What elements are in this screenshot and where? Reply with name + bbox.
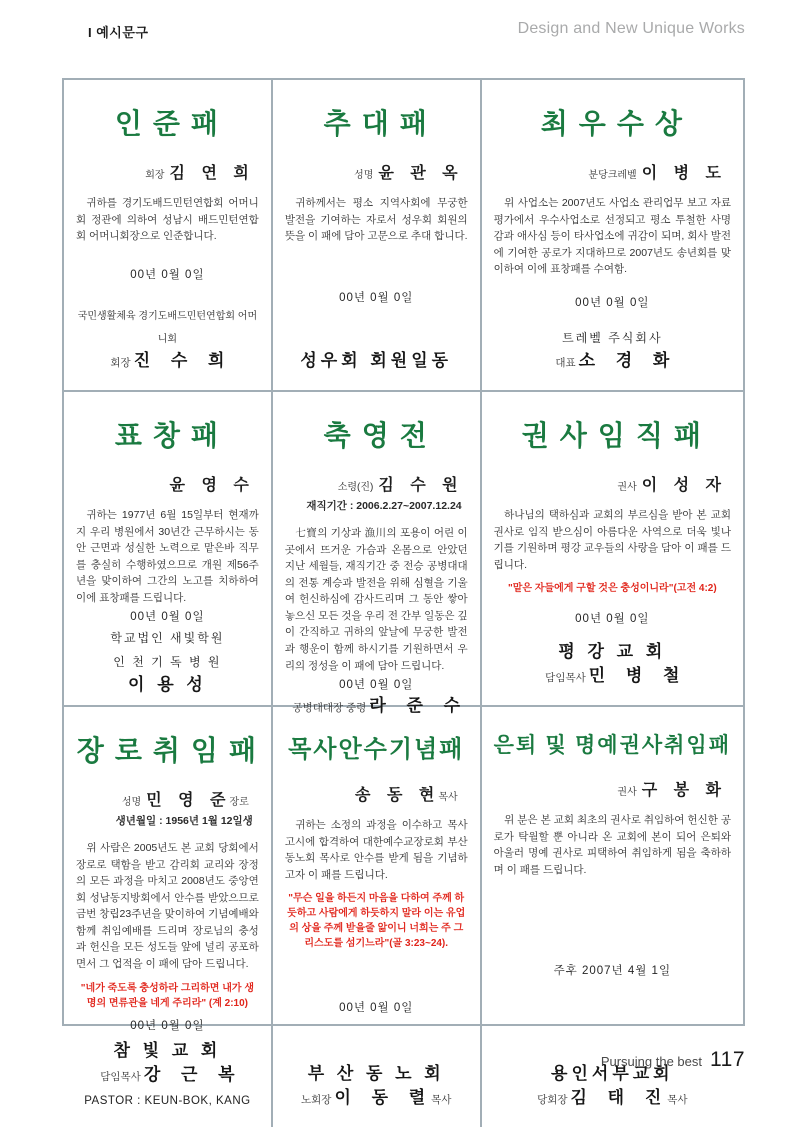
issuer-role: 대표 bbox=[555, 357, 576, 370]
recipient-title: 회장 bbox=[145, 170, 165, 181]
date-line: 00년 0월 0일 bbox=[130, 268, 205, 281]
date-line: 00년 0월 0일 bbox=[130, 611, 205, 624]
issuer-line bbox=[76, 626, 259, 649]
plaque-title: 추 대 패 bbox=[323, 109, 429, 140]
scripture-verse: "맡은 자들에게 구할 것은 충성이니라"(고전 4:2) bbox=[507, 583, 717, 595]
scripture-verse: "무슨 일을 하든지 마음을 다하여 주께 하듯하고 사람에게 하듯하지 말라 이는 유업의 상을 주께 받을줄 앎이니 너희는 주 그리스도를 섬기느라"(골 3:23~24). bbox=[287, 893, 466, 950]
recipient-title-suffix: 목사 bbox=[438, 792, 458, 803]
spacer bbox=[494, 278, 731, 294]
recipient-title: 권사 bbox=[617, 787, 637, 798]
recipient-title: 소령(진) bbox=[337, 482, 374, 493]
plaque-body: 七寶의 기상과 漁川의 포용이 어린 이곳에서 뜨거운 가슴과 온몸으로 안았던 지난 세월들, 재직기간 중 전승 공병대대의 전통 계승과 발전을 위해 심혈을 기울여 헌신하심에 감사드리며 그 동안 쌓아 놓으신 모든 것을 우리 전 간부 일동은 깊이 간직하고 귀하의 앞날에 무궁한 발전과 행운이 함께 하시기를 기원하면서 우리의 정성을 이 패에 담아 드립니다. bbox=[284, 527, 468, 672]
issuer-name: 이 용 성 bbox=[128, 674, 207, 694]
recipient-name: 송 동 현 bbox=[355, 787, 437, 804]
plaque-cell-2 bbox=[273, 80, 482, 392]
plaque-body: 위 사업소는 2007년도 사업소 관리업무 보고 자료 평가에서 우수사업소로 선정되고 평소 투철한 사명감과 애사심 등이 타사업소에 귀감이 되며, 회사 발전에 기여한 공로가 지대하므로 2007년도 송년회를 맞이하여 이에 표창패를 수여함. bbox=[493, 197, 731, 276]
plaque-title: 인 준 패 bbox=[114, 109, 220, 140]
recipient-name: 윤 영 수 bbox=[169, 477, 251, 494]
issuer-line bbox=[494, 640, 731, 665]
recipient-line bbox=[76, 160, 259, 183]
plaque-cell-1 bbox=[64, 80, 273, 392]
recipient-title-suffix: 장로 bbox=[229, 797, 249, 808]
issuer-block bbox=[494, 640, 731, 689]
recipient-subline: 생년월일 : 1956년 1월 12일생 bbox=[115, 815, 253, 827]
issuer-line bbox=[494, 1086, 731, 1111]
issuer-role: 담임목사 bbox=[100, 1071, 141, 1084]
plaque-body: 귀하는 소정의 과정을 이수하고 목사 고시에 합격하여 대한예수교장로회 부산동노회 목사로 안수를 받게 됨을 기념하고자 이 패를 드립니다. bbox=[284, 819, 468, 881]
plaque-title: 권 사 임 직 패 bbox=[521, 421, 703, 452]
page-number: 117 bbox=[710, 1048, 745, 1071]
plaque-cell-4 bbox=[64, 392, 273, 707]
issuer-block bbox=[494, 326, 731, 374]
date-line: 00년 0월 0일 bbox=[575, 613, 650, 626]
plaque-body: 위 분은 본 교회 최초의 권사로 취임하여 헌신한 공로가 탁월할 뿐 아니라 온 교회에 본이 되어 은퇴와 아울러 명예 권사로 피택하여 취임하게 됨을 축하하며 이 패를 드립니다. bbox=[493, 814, 731, 876]
spacer bbox=[494, 596, 731, 610]
issuer-name: 소 경 화 bbox=[578, 351, 673, 371]
spacer bbox=[285, 245, 468, 289]
spacer bbox=[76, 282, 259, 303]
issuer-line bbox=[76, 673, 259, 698]
spacer bbox=[494, 626, 731, 640]
scripture-verse: "네가 죽도록 충성하라 그리하면 내가 생명의 면류관을 네게 주리라" (계 2:10) bbox=[80, 982, 254, 1009]
plaque-title: 축 영 전 bbox=[323, 421, 429, 452]
date-line: 00년 0월 0일 bbox=[339, 292, 414, 305]
issuer-line bbox=[76, 303, 259, 349]
issuer-line bbox=[494, 326, 731, 349]
issuer-role-suffix: 목사 bbox=[667, 1094, 688, 1107]
recipient-name: 윤 관 옥 bbox=[378, 165, 460, 182]
spacer bbox=[285, 951, 468, 998]
page-header-tagline: Design and New Unique Works bbox=[517, 20, 745, 37]
issuer-name: 국민생활체육 경기도배드민턴연합회 어머니회 bbox=[77, 310, 258, 346]
recipient-line bbox=[494, 160, 731, 183]
issuer-line bbox=[285, 349, 468, 374]
recipient-line bbox=[285, 782, 468, 805]
issuer-role: 담임목사 bbox=[545, 672, 586, 685]
issuer-role: 당회장 bbox=[537, 1094, 568, 1107]
issuer-block bbox=[76, 1039, 259, 1111]
date-line: 00년 0월 0일 bbox=[575, 297, 650, 310]
page-footer bbox=[601, 1048, 745, 1072]
spacer bbox=[285, 305, 468, 349]
spacer bbox=[76, 245, 259, 266]
date-line: 00년 0월 0일 bbox=[339, 679, 414, 692]
issuer-block bbox=[76, 626, 259, 697]
issuer-name: PASTOR : KEUN-BOK, KANG bbox=[84, 1094, 251, 1107]
date-line: 00년 0월 0일 bbox=[130, 1019, 205, 1032]
recipient-name: 이 성 자 bbox=[641, 477, 723, 494]
plaque-body: 귀하께서는 평소 지역사회에 무궁한 발전을 기여하는 자로서 성우회 회원의 뜻을 이 패에 담아 고문으로 추대 합니다. bbox=[284, 197, 468, 243]
plaque-cell-7 bbox=[64, 707, 273, 1127]
issuer-line bbox=[285, 1062, 468, 1087]
issuer-block bbox=[285, 1062, 468, 1111]
recipient-line bbox=[494, 472, 731, 495]
recipient-name: 이 병 도 bbox=[641, 165, 723, 182]
plaque-body: 귀하는 1977년 6월 15일부터 현재까지 우리 병원에서 30년간 근무하시는 동안 근면과 성실한 노력으로 맡은바 직무를 충실히 수행하였으므로 개원 제56주년을 맞이하여 그간의 노고를 치하하여 이에 표창패를 드립니다. bbox=[76, 509, 259, 604]
plaque-title: 장 로 취 임 패 bbox=[76, 736, 259, 767]
issuer-line bbox=[76, 1063, 259, 1088]
issuer-name: 평 강 교 회 bbox=[558, 641, 667, 661]
spacer bbox=[285, 1015, 468, 1062]
issuer-line bbox=[494, 349, 731, 374]
plaque-body: 하나님의 택하심과 교회의 부르심을 받아 본 교회 권사로 임직 받으심이 아름다운 사역으로 더욱 빛나기를 기원하며 평강 교우들의 사랑을 담아 이 패를 드립니다. bbox=[493, 509, 731, 571]
recipient-line bbox=[76, 472, 259, 495]
footer-tagline: Pursuing the best bbox=[600, 1054, 703, 1069]
issuer-name: 참 빛 교 회 bbox=[113, 1040, 222, 1060]
plaque-title: 은퇴 및 명예권사취임패 bbox=[493, 733, 731, 757]
issuer-name: 강 근 복 bbox=[143, 1065, 238, 1085]
recipient-title: 성명 bbox=[121, 797, 142, 808]
plaque-cell-6 bbox=[482, 392, 743, 707]
spacer bbox=[494, 310, 731, 326]
issuer-role: 노회장 bbox=[301, 1094, 332, 1107]
issuer-name: 용인서부교회 bbox=[551, 1063, 674, 1083]
recipient-subline: 재직기간 : 2006.2.27~2007.12.24 bbox=[306, 500, 462, 512]
issuer-name: 민 병 철 bbox=[588, 666, 683, 686]
recipient-title: 성명 bbox=[354, 170, 374, 181]
issuer-block bbox=[285, 349, 468, 374]
date-line: 주후 2007년 4월 1일 bbox=[553, 965, 672, 978]
issuer-line bbox=[494, 664, 731, 689]
issuer-line bbox=[76, 1088, 259, 1111]
recipient-name: 민 영 준 bbox=[146, 792, 228, 809]
spacer bbox=[494, 878, 731, 962]
issuer-name: 라 준 수 bbox=[369, 696, 464, 716]
plaque-cell-3 bbox=[482, 80, 743, 392]
plaque-title: 표 창 패 bbox=[114, 421, 220, 452]
recipient-line bbox=[285, 160, 468, 183]
plaque-title: 목사안수기념패 bbox=[288, 737, 465, 763]
recipient-line bbox=[76, 787, 259, 810]
plaque-cell-5 bbox=[273, 392, 482, 716]
section-label: I 예시문구 bbox=[88, 25, 149, 40]
recipient-line bbox=[494, 777, 731, 800]
recipient-name: 김 수 원 bbox=[378, 477, 460, 494]
plaque-body: 위 사람은 2005년도 본 교회 당회에서 장로로 택함을 받고 감리회 교리와 장정의 모든 과정을 마치고 2008년도 중앙연회 성남동지방회에서 안수를 받았으므로 금번 창립23주년을 맞이하여 기념예배와 함께 취임예배를 드리며 장로님의 충성과 헌신을 모든 성도들 앞에 널리 공포하면서 그 업적을 이 패에 담아 드립니다. bbox=[76, 842, 259, 971]
issuer-role: 회장 bbox=[110, 357, 131, 370]
issuer-name: 김 태 진 bbox=[570, 1088, 665, 1108]
issuer-name: 인 천 기 독 병 원 bbox=[113, 654, 222, 669]
recipient-title: 권사 bbox=[617, 482, 637, 493]
issuer-block bbox=[76, 303, 259, 374]
recipient-title: 분당크레벨 bbox=[588, 170, 637, 181]
issuer-name: 학교법인 새빛학원 bbox=[110, 631, 225, 646]
issuer-name: 진 수 희 bbox=[133, 351, 228, 371]
issuer-name: 부 산 동 노 회 bbox=[307, 1063, 445, 1083]
issuer-role: 공병대대장 중령 bbox=[292, 702, 367, 715]
recipient-line bbox=[285, 472, 468, 495]
issuer-line bbox=[76, 1039, 259, 1064]
plaque-title: 최 우 수 상 bbox=[540, 109, 684, 140]
issuer-line bbox=[76, 650, 259, 673]
issuer-line bbox=[76, 349, 259, 374]
recipient-name: 김 연 희 bbox=[169, 165, 251, 182]
recipient-name: 구 봉 화 bbox=[641, 782, 723, 799]
issuer-line bbox=[285, 1086, 468, 1111]
issuer-name: 성우회 회원일동 bbox=[300, 351, 453, 371]
date-line: 00년 0월 0일 bbox=[339, 1001, 414, 1014]
plaque-body: 귀하를 경기도배드민턴연합회 어머니회 정관에 의하여 성남시 배드민턴연합회 어머니회장으로 인준합니다. bbox=[76, 197, 259, 243]
issuer-role-suffix: 목사 bbox=[431, 1094, 452, 1107]
issuer-name: 이 동 렬 bbox=[334, 1088, 429, 1108]
issuer-name: 트레벨 주식회사 bbox=[562, 331, 663, 346]
plaque-cell-8 bbox=[273, 707, 482, 1127]
